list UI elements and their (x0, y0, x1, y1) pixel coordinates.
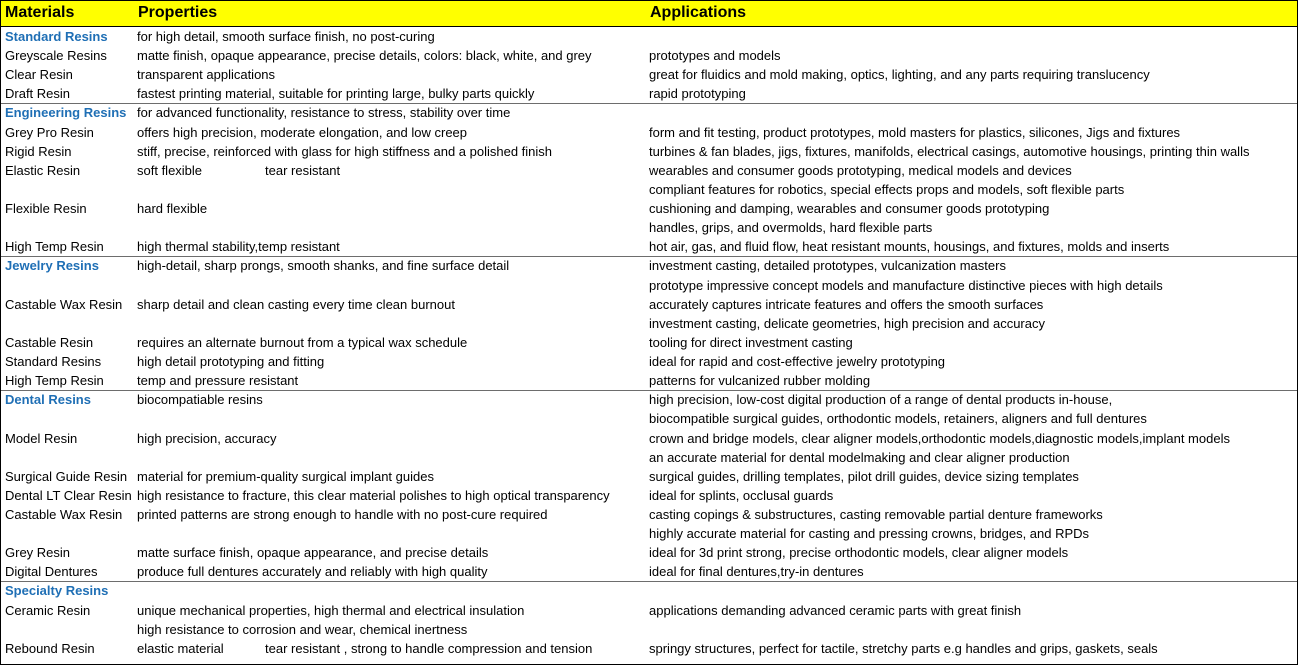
properties-cell: high resistance to corrosion and wear, chemical inertness (137, 621, 468, 637)
properties-cell: high detail prototyping and fitting (137, 354, 325, 370)
applications-cell: handles, grips, and overmolds, hard flexible parts (649, 220, 933, 236)
material-cell: Rigid Resin (5, 143, 72, 159)
properties-cell: sharp detail and clean casting every time clean burnout (137, 296, 455, 312)
table-row (1, 371, 1298, 390)
table-row (1, 218, 1298, 237)
applications-cell: crown and bridge models, clear aligner models,orthodontic models,diagnostic models,implant models (649, 430, 1230, 446)
header-properties: Properties (138, 4, 218, 21)
category-label: Dental Resins (5, 392, 91, 408)
table-row (1, 276, 1298, 295)
header-applications: Applications (650, 4, 747, 21)
table-row (1, 543, 1298, 562)
applications-cell: surgical guides, drilling templates, pilot drill guides, device sizing templates (649, 468, 1079, 484)
applications-cell: applications demanding advanced ceramic parts with great finish (649, 602, 1022, 618)
properties-cell: soft flexible (137, 162, 203, 178)
applications-cell: ideal for rapid and cost-effective jewelry prototyping (649, 354, 946, 370)
material-cell: Flexible Resin (5, 201, 87, 217)
applications-cell: hot air, gas, and fluid flow, heat resistant mounts, housings, and fixtures, molds and inserts (649, 239, 1170, 255)
material-cell: Castable Resin (5, 334, 94, 350)
table-row (1, 467, 1298, 486)
table-row (1, 601, 1298, 620)
properties-cell: fastest printing material, suitable for printing large, bulky parts quickly (137, 86, 535, 102)
properties-cell: temp and pressure resistant (137, 373, 299, 389)
applications-cell: accurately captures intricate features and offers the smooth surfaces (649, 296, 1044, 312)
header-materials: Materials (5, 4, 75, 21)
properties-cell: printed patterns are strong enough to handle with no post-cure required (137, 507, 548, 522)
properties-cell: material for premium-quality surgical implant guides (137, 468, 434, 484)
table-row (1, 295, 1298, 314)
applications-cell: rapid prototyping (649, 86, 746, 102)
applications-cell: ideal for final dentures,try-in dentures (649, 564, 864, 580)
material-cell: Elastic Resin (5, 162, 81, 178)
applications-cell: ideal for 3d print strong, precise orthodontic models, clear aligner models (649, 545, 1069, 561)
properties-cell: high resistance to fracture, this clear material polishes to high optical transparency (137, 487, 610, 503)
applications-cell: an accurate material for dental modelmaking and clear aligner production (649, 449, 1070, 465)
table-row (1, 409, 1298, 428)
properties-cell: stiff, precise, reinforced with glass for high stiffness and a polished finish (137, 143, 553, 159)
properties-cell: hard flexible (137, 201, 208, 217)
table-row (1, 352, 1298, 371)
properties-cell: high-detail, sharp prongs, smooth shanks, and fine surface detail (137, 258, 510, 274)
table-header (1, 1, 1298, 27)
properties-cell: biocompatiable resins (137, 392, 263, 408)
material-cell: High Temp Resin (5, 373, 104, 389)
category-label: Specialty Resins (5, 583, 109, 599)
material-cell: Ceramic Resin (5, 602, 91, 618)
applications-cell: wearables and consumer goods prototyping, medical models and devices (649, 162, 1072, 178)
properties-cell: produce full dentures accurately and reliably with high quality (137, 564, 488, 580)
properties-cell-secondary: tear resistant , strong to handle compression and tension (265, 640, 593, 656)
properties-cell: elastic material (137, 640, 224, 656)
table-row (1, 84, 1298, 103)
applications-cell: tooling for direct investment casting (649, 334, 853, 350)
properties-cell: requires an alternate burnout from a typical wax schedule (137, 334, 468, 350)
material-cell: Model Resin (5, 430, 78, 446)
category-row (1, 390, 1298, 409)
table-row (1, 123, 1298, 142)
applications-cell: biocompatible surgical guides, orthodontic models, retainers, aligners and full dentures (649, 411, 1147, 427)
properties-cell: matte finish, opaque appearance, precise details, colors: black, white, and grey (137, 48, 592, 64)
table-row (1, 46, 1298, 65)
properties-cell-secondary: tear resistant (265, 162, 341, 178)
properties-cell: for high detail, smooth surface finish, no post-curing (137, 29, 435, 44)
properties-cell: offers high precision, moderate elongation, and low creep (137, 124, 468, 140)
applications-cell: form and fit testing, product prototypes, mold masters for plastics, silicones, Jigs and fixtures (649, 124, 1181, 140)
applications-cell: prototype impressive concept models and manufacture distinctive pieces with high details (649, 277, 1163, 293)
applications-cell: casting copings & substructures, casting removable partial denture frameworks (649, 507, 1103, 522)
category-label: Standard Resins (5, 29, 108, 44)
applications-cell: cushioning and damping, wearables and consumer goods prototyping (649, 201, 1050, 217)
table-row (1, 639, 1298, 658)
table-row (1, 180, 1298, 199)
properties-cell: high thermal stability,temp resistant (137, 239, 340, 255)
properties-cell: for advanced functionality, resistance to stress, stability over time (137, 105, 511, 121)
table-row (1, 486, 1298, 505)
properties-cell: unique mechanical properties, high thermal and electrical insulation (137, 602, 525, 618)
category-row (1, 103, 1298, 122)
material-cell: Grey Resin (5, 545, 71, 561)
category-label: Jewelry Resins (5, 258, 99, 274)
table-row (1, 199, 1298, 218)
table-row (1, 237, 1298, 256)
applications-cell: investment casting, delicate geometries, high precision and accuracy (649, 315, 1045, 331)
material-cell: Grey Pro Resin (5, 124, 94, 140)
table-row (1, 142, 1298, 161)
applications-cell: patterns for vulcanized rubber molding (649, 373, 871, 389)
material-cell: Dental LT Clear Resin (5, 487, 132, 503)
table-row (1, 314, 1298, 333)
table-row (1, 161, 1298, 180)
table-row (1, 620, 1298, 639)
material-cell: Clear Resin (5, 67, 73, 83)
category-row (1, 27, 1298, 46)
table-row (1, 562, 1298, 581)
applications-cell: compliant features for robotics, special effects props and models, soft flexible parts (649, 181, 1125, 197)
properties-cell: matte surface finish, opaque appearance, and precise details (137, 545, 489, 561)
table-row (1, 65, 1298, 84)
applications-cell: turbines & fan blades, jigs, fixtures, manifolds, electrical casings, automotive housings, printing thin walls (649, 143, 1250, 159)
applications-cell: investment casting, detailed prototypes, vulcanization masters (649, 258, 1006, 274)
applications-cell: ideal for splints, occlusal guards (649, 487, 834, 503)
category-row (1, 581, 1298, 600)
table-row (1, 333, 1298, 352)
material-cell: Draft Resin (5, 86, 71, 102)
table-row (1, 505, 1298, 524)
material-cell: Castable Wax Resin (5, 507, 123, 522)
category-row (1, 256, 1298, 275)
material-cell: Digital Dentures (5, 564, 98, 580)
properties-cell: transparent applications (137, 67, 276, 83)
applications-cell: highly accurate material for casting and pressing crowns, bridges, and RPDs (649, 526, 1090, 542)
category-label: Engineering Resins (5, 105, 127, 121)
material-cell: Castable Wax Resin (5, 296, 123, 312)
material-cell: Surgical Guide Resin (5, 468, 128, 484)
properties-cell: high precision, accuracy (137, 430, 277, 446)
table-row (1, 448, 1298, 467)
table-row (1, 524, 1298, 543)
applications-cell: springy structures, perfect for tactile, stretchy parts e.g handles and grips, gaskets, seals (649, 640, 1158, 656)
applications-cell: prototypes and models (649, 48, 781, 64)
applications-cell: great for fluidics and mold making, optics, lighting, and any parts requiring translucency (649, 67, 1150, 83)
material-cell: Standard Resins (5, 354, 102, 370)
applications-cell: high precision, low-cost digital production of a range of dental products in-house, (649, 392, 1113, 408)
material-cell: High Temp Resin (5, 239, 104, 255)
material-cell: Rebound Resin (5, 640, 95, 656)
table-row (1, 429, 1298, 448)
material-cell: Greyscale Resins (5, 48, 107, 64)
